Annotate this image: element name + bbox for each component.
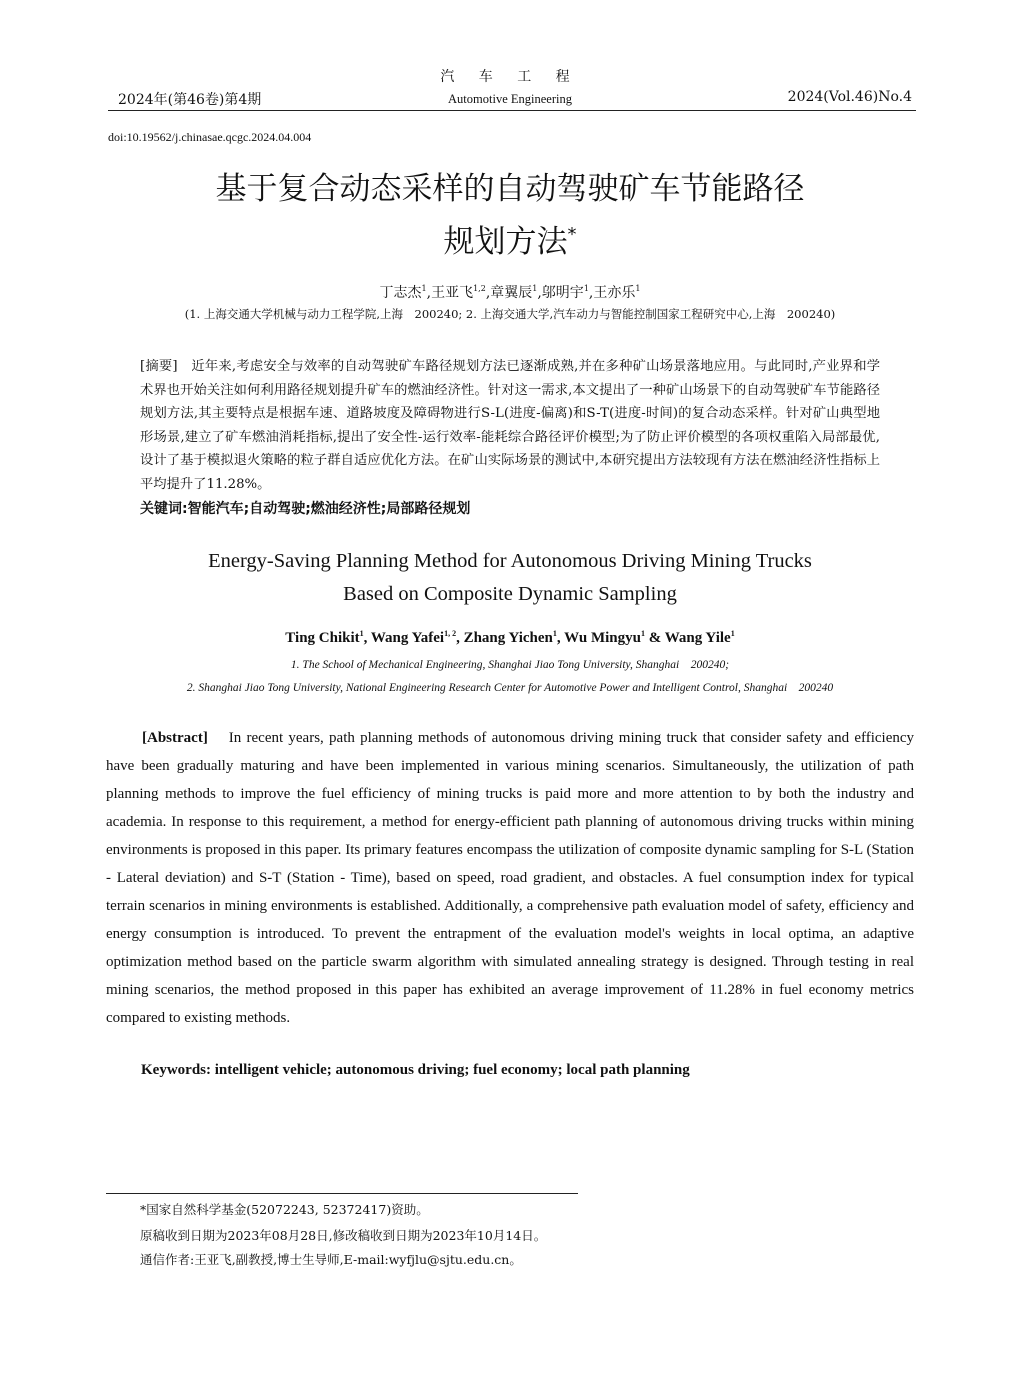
author-affil-mark: 1: [421, 284, 427, 293]
author-name: 王亦乐: [593, 285, 636, 301]
author-name: Wang Yile: [664, 630, 731, 646]
author-en: [665, 630, 735, 646]
author-cn: [431, 285, 486, 301]
author-affil-mark: 1,2: [473, 284, 486, 293]
footnote-fund: *国家自然科学基金(52072243, 52372417)资助。: [140, 1202, 429, 1217]
title-footnote-mark: *: [567, 224, 577, 245]
author-affil-mark: 1: [359, 629, 364, 638]
author-en: [285, 630, 371, 646]
author-affil-mark: 1: [583, 284, 589, 293]
author-separator: &: [644, 630, 665, 646]
doi[interactable]: doi:10.19562/j.chinasae.qcgc.2024.04.004: [108, 130, 312, 144]
author-affil-mark: 1, 2: [444, 629, 457, 638]
title-cn-line2-text: 规划方法: [443, 224, 568, 260]
affiliation-cn: (1. 上海交通大学机械与动力工程学院,上海 200240; 2. 上海交通大学,汽车动力与智能控制国家工程研究中心,上海 200240): [184, 307, 836, 321]
affiliation-en-2: 2. Shanghai Jiao Tong University, National Engineering Research Center for Automotive Power and Intelligent Control, Shanghai 200240: [186, 682, 834, 694]
title-cn: [0, 166, 1020, 265]
author-name: Zhang Yichen: [463, 630, 553, 646]
title-en: [0, 545, 1020, 611]
keywords-cn: 关键词:智能汽车;自动驾驶;燃油经济性;局部路径规划: [140, 501, 471, 517]
abstract-cn-label: [摘要]: [140, 359, 178, 374]
author-separator: ,: [456, 630, 464, 646]
author-en: [464, 630, 565, 646]
abstract-en-text: In recent years, path planning methods of autonomous driving mining truck that consider safety and efficiency have been gradually maturing and have been implemented in various mining scenarios. Simultaneously, the utilization of path planning methods to improve the fuel efficiency of mining trucks is paid more and more attention to by both the industry and academia. In response to this requirement, a method for energy-efficient path planning of autonomous driving trucks within mining environments is proposed in this paper. Its primary features encompass the utilization of composite dynamic sampling for S-L (Station - Lateral deviation) and S-T (Station - Time), based on speed, road gradient, and obstacles. A fuel consumption index for typical terrain scenarios in mining environments is established. Additionally, a comprehensive path evaluation model of safety, efficiency and energy consumption is introduced. To prevent the entrapment of the evaluation model's weights in local optima, an adaptive optimization method based on the particle swarm algorithm with simulated annealing strategy is designed. Through testing in real mining scenarios, the method proposed in this paper has exhibited an average improvement of 11.28% in fuel economy metrics compared to existing methods.: [106, 730, 915, 1026]
author-cn: [380, 285, 427, 301]
title-en-line1: Energy-Saving Planning Method for Autonomous Driving Mining Trucks: [208, 550, 812, 572]
footnote-corresponding[interactable]: 通信作者:王亚飞,副教授,博士生导师,E-mail:wyfjlu@sjtu.edu.cn。: [140, 1252, 522, 1267]
journal-name-cn: 汽 车 工 程: [440, 69, 580, 85]
abstract-en-label: [Abstract]: [142, 730, 208, 746]
author-name: 丁志杰: [379, 285, 422, 301]
authors-cn: 丁志杰$^1$,王亚飞$^{1,2}$,章翼辰$^1$,邬明宇$^1$,王亦乐$^1$: [379, 284, 641, 301]
author-affil-mark: 1: [640, 629, 645, 638]
author-separator: ,: [363, 630, 371, 646]
author-cn: [593, 285, 640, 301]
author-name: Wang Yafei: [370, 630, 445, 646]
title-cn-line2: [0, 212, 1020, 265]
keywords-en: Keywords: intelligent vehicle; autonomous driving; fuel economy; local path planning: [141, 1062, 690, 1078]
issue-info-en: 2024(Vol.46)No.4: [787, 89, 912, 105]
author-cn: [490, 285, 537, 301]
abstract-cn-text: 近年来,考虑安全与效率的自动驾驶矿车路径规划方法已逐渐成熟,并在多种矿山场景落地应用。与此同时,产业界和学术界也开始关注如何利用路径规划提升矿车的燃油经济性。针对这一需求,本文提出了一种矿山场景下的自动驾驶矿车节能路径规划方法,其主要特点是根据车速、道路坡度及障碍物进行S-L(进度-偏离)和S-T(进度-时间)的复合动态采样。针对矿山典型地形场景,建立了矿车燃油消耗指标,提出了安全性-运行效率-能耗综合路径评价模型;为了防止评价模型的各项权重陷入局部最优,设计了基于模拟退火策略的粒子群自适应优化方法。在矿山实际场景的测试中,本研究提出方法较现有方法在燃油经济性指标上平均提升了11.28%。: [140, 359, 881, 492]
author-affil-mark: 1: [635, 284, 641, 293]
authors-en: [0, 629, 1020, 647]
author-en: [371, 630, 464, 646]
title-en-line2: Based on Composite Dynamic Sampling: [343, 583, 677, 605]
author-cn: [542, 285, 589, 301]
author-name: Wu Mingyu: [564, 630, 641, 646]
author-separator: ,: [556, 630, 565, 646]
author-affil-mark: 1: [532, 284, 538, 293]
affiliation-en-1: 1. The School of Mechanical Engineering, Shanghai Jiao Tong University, Shanghai 200240;: [290, 659, 730, 671]
issue-info-cn: 2024年(第46卷)第4期: [118, 92, 262, 108]
author-name: 邬明宇: [541, 285, 584, 301]
author-name: 章翼辰: [490, 285, 533, 301]
author-affil-mark: 1: [552, 629, 557, 638]
title-cn-line1: 基于复合动态采样的自动驾驶矿车节能路径: [215, 171, 805, 207]
header-rule: [108, 110, 916, 111]
author-name: 王亚飞: [431, 285, 474, 301]
abstract-en: [106, 724, 914, 1032]
author-en: [564, 630, 665, 646]
footnote-rule: [106, 1193, 578, 1194]
footnote-dates: 原稿收到日期为2023年08月28日,修改稿收到日期为2023年10月14日。: [140, 1228, 547, 1243]
abstract-cn: [140, 355, 880, 497]
author-affil-mark: 1: [730, 629, 735, 638]
journal-name-en: Automotive Engineering: [448, 92, 572, 106]
author-name: Ting Chikit: [285, 630, 360, 646]
